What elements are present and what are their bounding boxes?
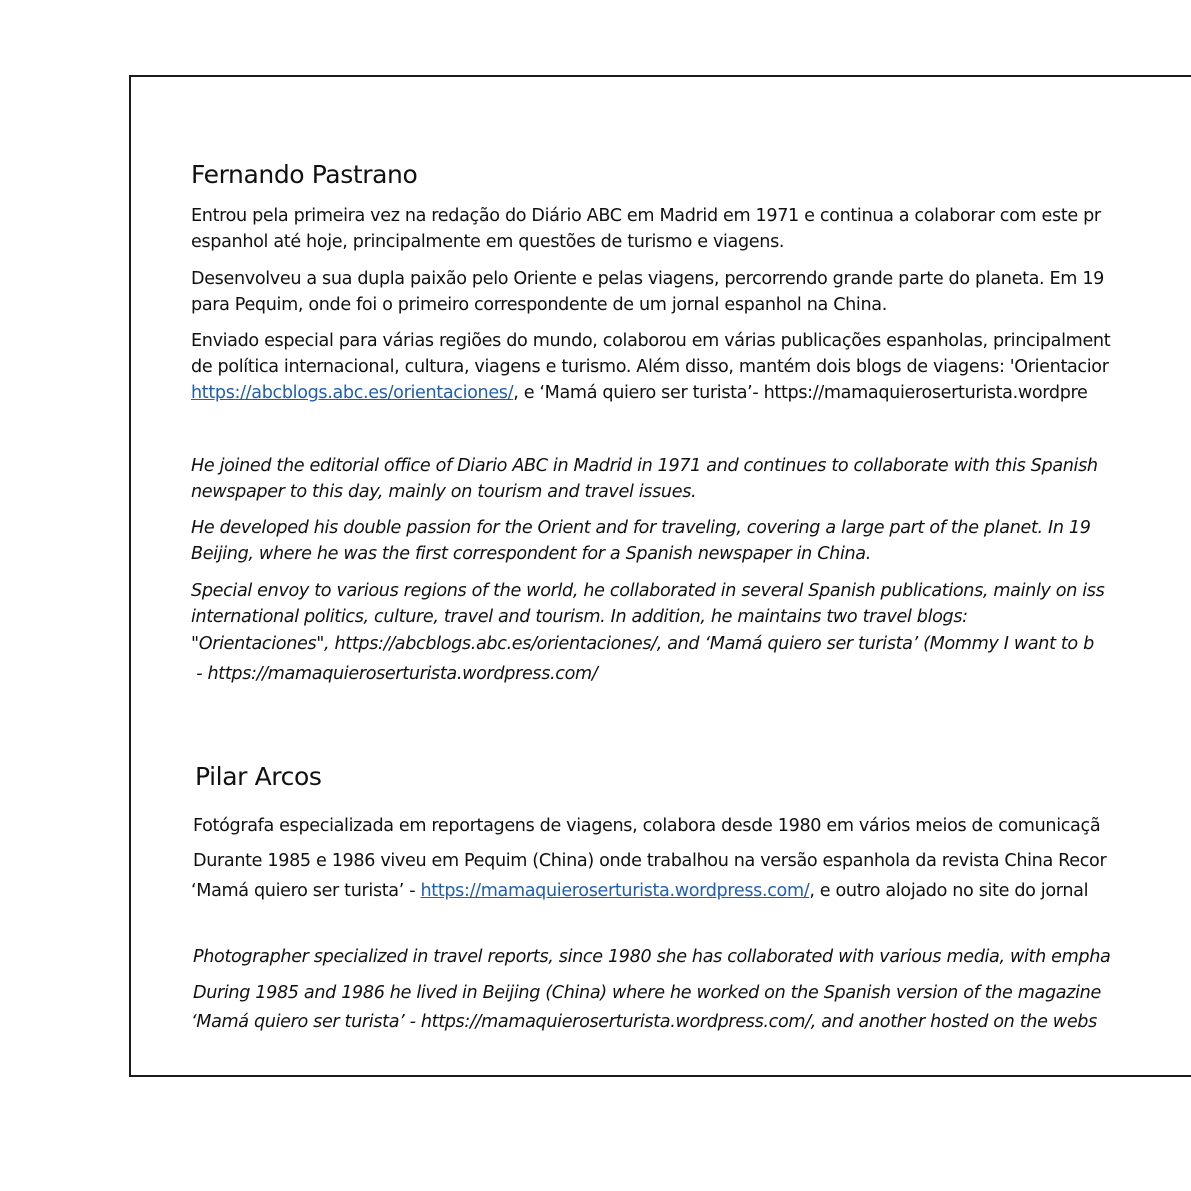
paragraph-line: Enviado especial para várias regiões do mundo, colaborou em várias publicações espanholas, principalment bbox=[191, 331, 1111, 351]
mamaquieroserturista-blog-link[interactable]: https://mamaquieroserturista.wordpress.com/ bbox=[420, 881, 810, 901]
paragraph-line-english: He developed his double passion for the Orient and for traveling, covering a large part of the planet. In 19 bbox=[191, 518, 1091, 538]
paragraph-text: , e ‘Mamá quiero ser turista’- https://mamaquieroserturista.wordpre bbox=[513, 383, 1088, 403]
paragraph-line: para Pequim, onde foi o primeiro correspondente de um jornal espanhol na China. bbox=[191, 295, 887, 315]
orientaciones-blog-link[interactable]: https://abcblogs.abc.es/orientaciones/ bbox=[191, 383, 514, 403]
paragraph-line-english: Special envoy to various regions of the world, he collaborated in several Spanish publications, mainly on iss bbox=[191, 581, 1105, 601]
paragraph-line-with-link bbox=[191, 382, 1088, 404]
paragraph-line: de política internacional, cultura, viagens e turismo. Além disso, mantém dois blogs de viagens: 'Orientacior bbox=[191, 357, 1109, 377]
paragraph-line-english: Beijing, where he was the first correspondent for a Spanish newspaper in China. bbox=[191, 544, 871, 564]
section-heading-pilar-arcos: Pilar Arcos bbox=[195, 762, 322, 791]
section-heading-fernando-pastrano: Fernando Pastrano bbox=[191, 160, 418, 189]
paragraph-line: Desenvolveu a sua dupla paixão pelo Oriente e pelas viagens, percorrendo grande parte do planeta. Em 19 bbox=[191, 269, 1105, 289]
paragraph-text: , e outro alojado no site do jornal bbox=[809, 881, 1089, 901]
paragraph-line-english: He joined the editorial office of Diario ABC in Madrid in 1971 and continues to collaborate with this Spanish bbox=[191, 456, 1098, 476]
paragraph-line: Fotógrafa especializada em reportagens de viagens, colabora desde 1980 em vários meios de comunicaçã bbox=[193, 816, 1101, 836]
paragraph-line-english: ‘Mamá quiero ser turista’ - https://mamaquieroserturista.wordpress.com/, and another hosted on the webs bbox=[191, 1012, 1097, 1032]
paragraph-line-with-link bbox=[191, 880, 1088, 902]
paragraph-line: espanhol até hoje, principalmente em questões de turismo e viagens. bbox=[191, 232, 785, 252]
paragraph-line-english: "Orientaciones", https://abcblogs.abc.es/orientaciones/, and ‘Mamá quiero ser turista’ (Mommy I want to b bbox=[191, 634, 1094, 654]
paragraph-line-english: - https://mamaquieroserturista.wordpress.com/ bbox=[191, 664, 598, 684]
paragraph-line: Entrou pela primeira vez na redação do Diário ABC em Madrid em 1971 e continua a colaborar com este pr bbox=[191, 206, 1101, 226]
paragraph-text: ‘Mamá quiero ser turista’ - bbox=[191, 881, 421, 901]
paragraph-line-english: Photographer specialized in travel reports, since 1980 she has collaborated with various media, with empha bbox=[193, 947, 1111, 967]
paragraph-line-english: During 1985 and 1986 he lived in Beijing (China) where he worked on the Spanish version of the magazine bbox=[193, 983, 1101, 1003]
paragraph-line-english: international politics, culture, travel and tourism. In addition, he maintains two travel blogs: bbox=[191, 607, 968, 627]
paragraph-line-english: newspaper to this day, mainly on tourism and travel issues. bbox=[191, 482, 697, 502]
paragraph-line: Durante 1985 e 1986 viveu em Pequim (China) onde trabalhou na versão espanhola da revista China Recor bbox=[193, 851, 1107, 871]
